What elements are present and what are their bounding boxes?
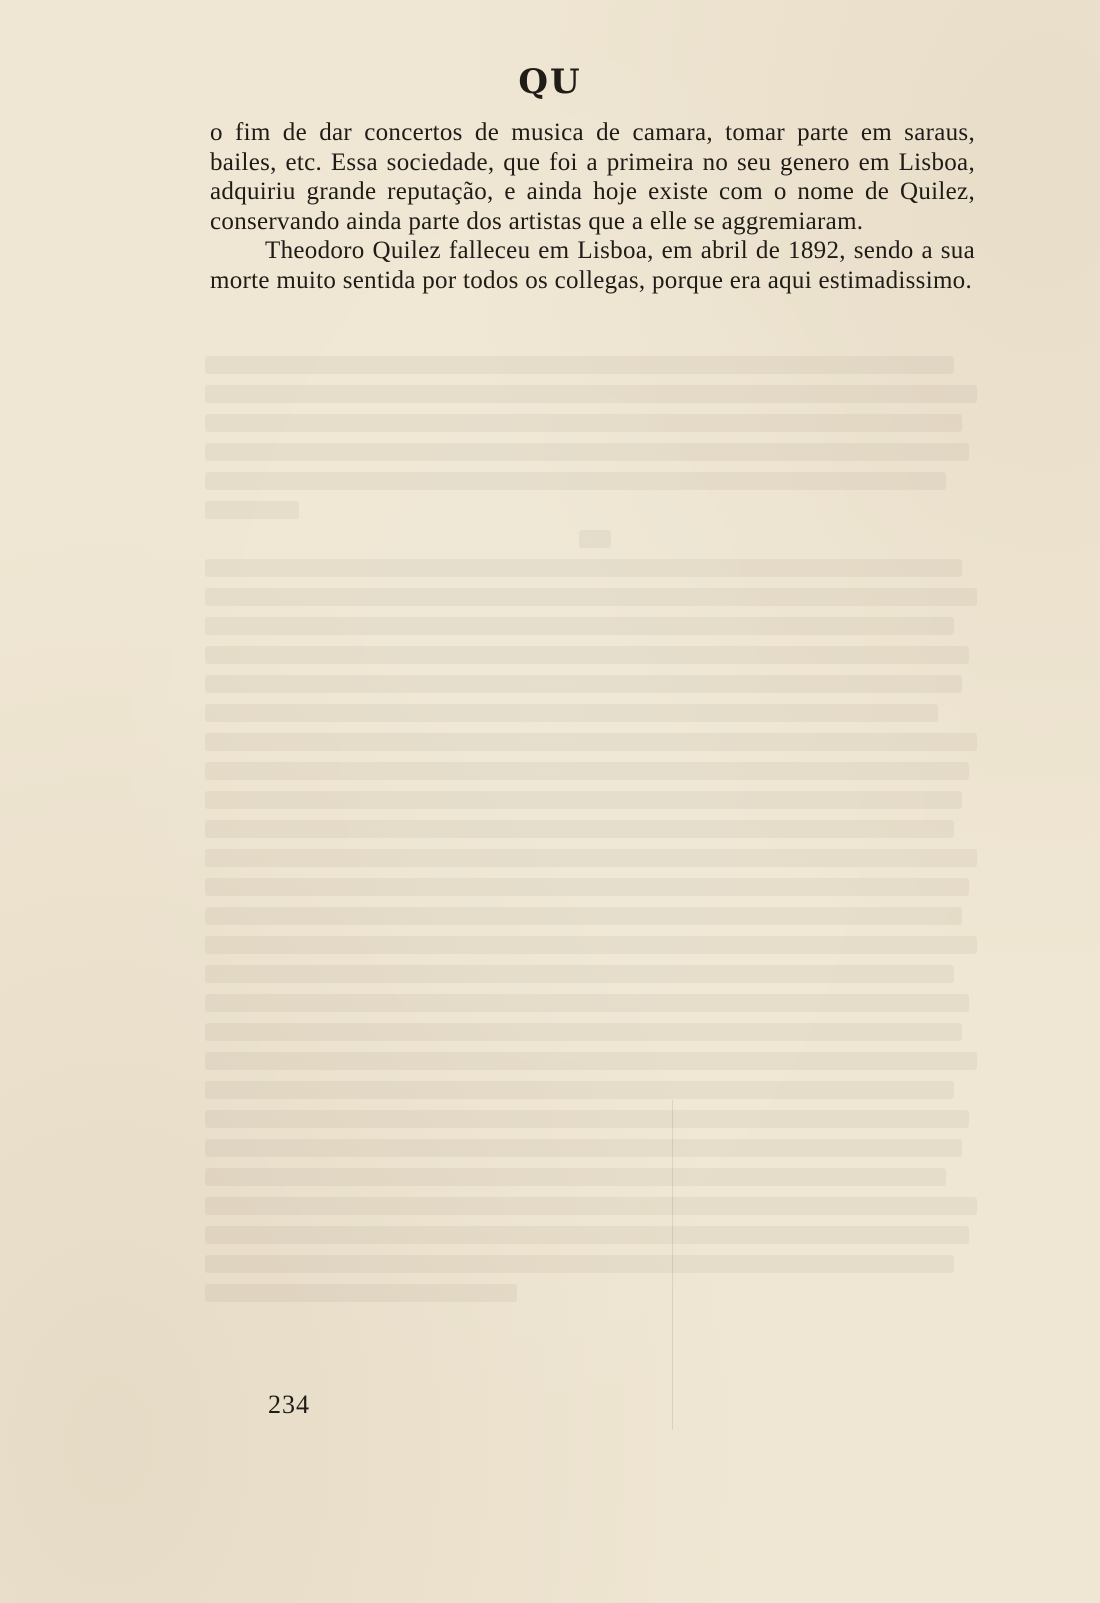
paragraph: Theodoro Quilez falleceu em Lisboa, em abril de 1892, sendo a sua morte muito sentida por todos os collegas, porque era aqui estimadissimo. [210, 237, 975, 294]
body-text [210, 118, 975, 295]
page-number: 234 [268, 1390, 310, 1419]
running-head: QU [518, 62, 582, 102]
paper-crease [672, 1100, 673, 1430]
bleed-through-texture [205, 345, 985, 1313]
paragraph: o fim de dar concertos de musica de camara, tomar parte em saraus, bailes, etc. Essa sociedade, que foi a primeira no seu genero em Lisboa, adquiriu grande reputação, e ainda hoje existe com o nome de Quilez, conservando ainda parte dos artistas que a elle se aggremiaram. [210, 119, 975, 235]
